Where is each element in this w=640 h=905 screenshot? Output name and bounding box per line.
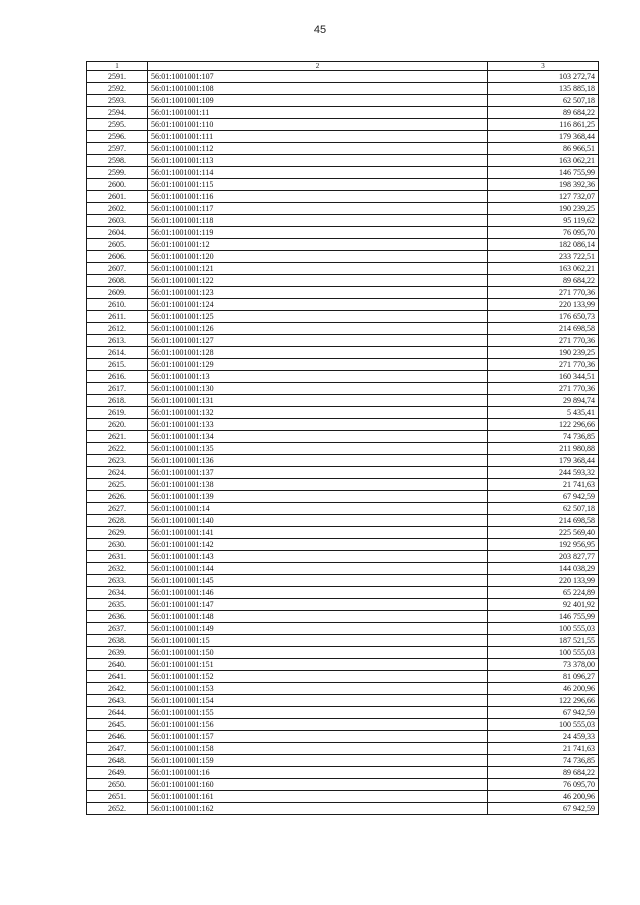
table-row [87, 179, 599, 191]
table-row [87, 575, 599, 587]
cadastral-number: 56:01:1001001:134 [148, 431, 488, 443]
row-number: 2591. [87, 71, 148, 83]
row-number: 2636. [87, 611, 148, 623]
table-row [87, 743, 599, 755]
table-row [87, 719, 599, 731]
cadastral-value: 214 698,58 [488, 323, 599, 335]
row-number: 2605. [87, 239, 148, 251]
row-number: 2618. [87, 395, 148, 407]
row-number: 2621. [87, 431, 148, 443]
table-row [87, 95, 599, 107]
cadastral-number: 56:01:1001001:111 [148, 131, 488, 143]
cadastral-value: 62 507,18 [488, 95, 599, 107]
row-number: 2616. [87, 371, 148, 383]
table-row [87, 167, 599, 179]
cadastral-value: 127 732,07 [488, 191, 599, 203]
row-number: 2628. [87, 515, 148, 527]
table-header-row [87, 62, 599, 71]
column-header-2: 2 [148, 62, 488, 71]
row-number: 2612. [87, 323, 148, 335]
row-number: 2607. [87, 263, 148, 275]
cadastral-number: 56:01:1001001:120 [148, 251, 488, 263]
row-number: 2593. [87, 95, 148, 107]
cadastral-value: 179 368,44 [488, 455, 599, 467]
row-number: 2629. [87, 527, 148, 539]
cadastral-number: 56:01:1001001:116 [148, 191, 488, 203]
cadastral-value: 74 736,85 [488, 431, 599, 443]
cadastral-number: 56:01:1001001:149 [148, 623, 488, 635]
cadastral-value: 21 741,63 [488, 479, 599, 491]
row-number: 2650. [87, 779, 148, 791]
cadastral-value: 192 956,95 [488, 539, 599, 551]
cadastral-number: 56:01:1001001:16 [148, 767, 488, 779]
row-number: 2622. [87, 443, 148, 455]
cadastral-number: 56:01:1001001:129 [148, 359, 488, 371]
table-row [87, 443, 599, 455]
row-number: 2638. [87, 635, 148, 647]
cadastral-number: 56:01:1001001:161 [148, 791, 488, 803]
cadastral-number: 56:01:1001001:156 [148, 719, 488, 731]
table-row [87, 287, 599, 299]
row-number: 2626. [87, 491, 148, 503]
table-row [87, 455, 599, 467]
row-number: 2630. [87, 539, 148, 551]
table-row [87, 551, 599, 563]
cadastral-number: 56:01:1001001:142 [148, 539, 488, 551]
column-header-3: 3 [488, 62, 599, 71]
table-row [87, 263, 599, 275]
cadastral-value: 100 555,03 [488, 647, 599, 659]
row-number: 2627. [87, 503, 148, 515]
cadastral-value: 46 200,96 [488, 791, 599, 803]
row-number: 2632. [87, 563, 148, 575]
cadastral-value: 76 095,70 [488, 779, 599, 791]
cadastral-number: 56:01:1001001:162 [148, 803, 488, 815]
table-row [87, 695, 599, 707]
cadastral-value: 122 296,66 [488, 419, 599, 431]
cadastral-value: 225 569,40 [488, 527, 599, 539]
cadastral-number: 56:01:1001001:122 [148, 275, 488, 287]
table-row [87, 671, 599, 683]
cadastral-value: 89 684,22 [488, 767, 599, 779]
table-row [87, 611, 599, 623]
table-row [87, 131, 599, 143]
cadastral-value: 211 980,88 [488, 443, 599, 455]
cadastral-value: 190 239,25 [488, 203, 599, 215]
cadastral-number: 56:01:1001001:137 [148, 467, 488, 479]
cadastral-value: 74 736,85 [488, 755, 599, 767]
row-number: 2597. [87, 143, 148, 155]
table-row [87, 527, 599, 539]
cadastral-number: 56:01:1001001:143 [148, 551, 488, 563]
cadastral-number: 56:01:1001001:126 [148, 323, 488, 335]
cadastral-number: 56:01:1001001:147 [148, 599, 488, 611]
cadastral-value: 190 239,25 [488, 347, 599, 359]
table-row [87, 647, 599, 659]
table-row [87, 275, 599, 287]
table-row [87, 539, 599, 551]
cadastral-value: 187 521,55 [488, 635, 599, 647]
row-number: 2643. [87, 695, 148, 707]
cadastral-value: 220 133,99 [488, 299, 599, 311]
cadastral-number: 56:01:1001001:127 [148, 335, 488, 347]
cadastral-value: 65 224,89 [488, 587, 599, 599]
table-row [87, 335, 599, 347]
row-number: 2640. [87, 659, 148, 671]
table-row [87, 731, 599, 743]
cadastral-value: 135 885,18 [488, 83, 599, 95]
row-number: 2609. [87, 287, 148, 299]
cadastral-number: 56:01:1001001:130 [148, 383, 488, 395]
cadastral-number: 56:01:1001001:150 [148, 647, 488, 659]
row-number: 2603. [87, 215, 148, 227]
table-row [87, 239, 599, 251]
cadastral-value: 244 593,32 [488, 467, 599, 479]
row-number: 2637. [87, 623, 148, 635]
row-number: 2646. [87, 731, 148, 743]
table-row [87, 323, 599, 335]
cadastral-number: 56:01:1001001:141 [148, 527, 488, 539]
cadastral-number: 56:01:1001001:113 [148, 155, 488, 167]
table-row [87, 227, 599, 239]
cadastral-value: 163 062,21 [488, 155, 599, 167]
table-row [87, 419, 599, 431]
table-row [87, 119, 599, 131]
cadastral-number: 56:01:1001001:114 [148, 167, 488, 179]
table-row [87, 755, 599, 767]
row-number: 2606. [87, 251, 148, 263]
row-number: 2639. [87, 647, 148, 659]
table-row [87, 383, 599, 395]
cadastral-value: 92 401,92 [488, 599, 599, 611]
cadastral-number: 56:01:1001001:124 [148, 299, 488, 311]
cadastral-number: 56:01:1001001:155 [148, 707, 488, 719]
table-row [87, 515, 599, 527]
row-number: 2624. [87, 467, 148, 479]
table-row [87, 491, 599, 503]
row-number: 2623. [87, 455, 148, 467]
row-number: 2614. [87, 347, 148, 359]
cadastral-number: 56:01:1001001:14 [148, 503, 488, 515]
cadastral-value: 146 755,99 [488, 611, 599, 623]
row-number: 2633. [87, 575, 148, 587]
column-header-1: 1 [87, 62, 148, 71]
cadastral-value: 89 684,22 [488, 107, 599, 119]
cadastral-value: 67 942,59 [488, 707, 599, 719]
cadastral-number: 56:01:1001001:153 [148, 683, 488, 695]
table-body [87, 71, 599, 815]
table-row [87, 635, 599, 647]
cadastral-value: 271 770,36 [488, 359, 599, 371]
row-number: 2595. [87, 119, 148, 131]
cadastral-value: 176 650,73 [488, 311, 599, 323]
cadastral-value: 198 392,36 [488, 179, 599, 191]
row-number: 2610. [87, 299, 148, 311]
table-row [87, 791, 599, 803]
cadastral-value: 203 827,77 [488, 551, 599, 563]
row-number: 2608. [87, 275, 148, 287]
cadastral-value: 67 942,59 [488, 803, 599, 815]
table-row [87, 143, 599, 155]
cadastral-number: 56:01:1001001:118 [148, 215, 488, 227]
row-number: 2625. [87, 479, 148, 491]
cadastral-number: 56:01:1001001:128 [148, 347, 488, 359]
cadastral-value: 100 555,03 [488, 719, 599, 731]
cadastral-value: 160 344,51 [488, 371, 599, 383]
cadastral-number: 56:01:1001001:123 [148, 287, 488, 299]
table-row [87, 767, 599, 779]
cadastral-value: 144 038,29 [488, 563, 599, 575]
table-row [87, 251, 599, 263]
cadastral-number: 56:01:1001001:146 [148, 587, 488, 599]
cadastral-number: 56:01:1001001:109 [148, 95, 488, 107]
table-row [87, 311, 599, 323]
row-number: 2631. [87, 551, 148, 563]
cadastral-value: 73 378,00 [488, 659, 599, 671]
cadastral-value: 271 770,36 [488, 287, 599, 299]
data-table-container [86, 61, 599, 815]
cadastral-value: 86 966,51 [488, 143, 599, 155]
cadastral-value: 76 095,70 [488, 227, 599, 239]
cadastral-number: 56:01:1001001:160 [148, 779, 488, 791]
table-row [87, 359, 599, 371]
cadastral-number: 56:01:1001001:157 [148, 731, 488, 743]
cadastral-number: 56:01:1001001:107 [148, 71, 488, 83]
row-number: 2642. [87, 683, 148, 695]
cadastral-number: 56:01:1001001:108 [148, 83, 488, 95]
row-number: 2651. [87, 791, 148, 803]
cadastral-number: 56:01:1001001:145 [148, 575, 488, 587]
cadastral-number: 56:01:1001001:154 [148, 695, 488, 707]
row-number: 2602. [87, 203, 148, 215]
cadastral-number: 56:01:1001001:131 [148, 395, 488, 407]
cadastral-number: 56:01:1001001:144 [148, 563, 488, 575]
row-number: 2641. [87, 671, 148, 683]
cadastral-number: 56:01:1001001:125 [148, 311, 488, 323]
page-number: 45 [313, 24, 327, 36]
cadastral-value: 5 435,41 [488, 407, 599, 419]
table-row [87, 779, 599, 791]
table-row [87, 407, 599, 419]
table-row [87, 107, 599, 119]
table-row [87, 563, 599, 575]
table-row [87, 467, 599, 479]
cadastral-number: 56:01:1001001:121 [148, 263, 488, 275]
cadastral-number: 56:01:1001001:132 [148, 407, 488, 419]
cadastral-value: 122 296,66 [488, 695, 599, 707]
cadastral-number: 56:01:1001001:115 [148, 179, 488, 191]
row-number: 2596. [87, 131, 148, 143]
table-row [87, 503, 599, 515]
cadastral-number: 56:01:1001001:11 [148, 107, 488, 119]
table-row [87, 83, 599, 95]
cadastral-number: 56:01:1001001:140 [148, 515, 488, 527]
cadastral-value: 220 133,99 [488, 575, 599, 587]
row-number: 2615. [87, 359, 148, 371]
cadastral-value: 24 459,33 [488, 731, 599, 743]
table-row [87, 431, 599, 443]
cadastral-value: 182 086,14 [488, 239, 599, 251]
cadastral-value: 29 894,74 [488, 395, 599, 407]
row-number: 2600. [87, 179, 148, 191]
table-row [87, 587, 599, 599]
cadastral-value: 46 200,96 [488, 683, 599, 695]
table-row [87, 803, 599, 815]
cadastral-value: 95 119,62 [488, 215, 599, 227]
table-row [87, 347, 599, 359]
table-row [87, 299, 599, 311]
cadastral-value: 21 741,63 [488, 743, 599, 755]
table-row [87, 191, 599, 203]
cadastral-value: 67 942,59 [488, 491, 599, 503]
cadastral-value: 116 861,25 [488, 119, 599, 131]
row-number: 2648. [87, 755, 148, 767]
row-number: 2645. [87, 719, 148, 731]
cadastral-number: 56:01:1001001:110 [148, 119, 488, 131]
cadastral-value: 271 770,36 [488, 383, 599, 395]
row-number: 2619. [87, 407, 148, 419]
cadastral-number: 56:01:1001001:138 [148, 479, 488, 491]
row-number: 2594. [87, 107, 148, 119]
cadastral-value: 163 062,21 [488, 263, 599, 275]
row-number: 2652. [87, 803, 148, 815]
cadastral-value: 100 555,03 [488, 623, 599, 635]
table-row [87, 203, 599, 215]
cadastral-number: 56:01:1001001:158 [148, 743, 488, 755]
row-number: 2620. [87, 419, 148, 431]
cadastral-value: 81 096,27 [488, 671, 599, 683]
table-row [87, 599, 599, 611]
cadastral-value: 103 272,74 [488, 71, 599, 83]
cadastral-number: 56:01:1001001:151 [148, 659, 488, 671]
row-number: 2599. [87, 167, 148, 179]
table-row [87, 395, 599, 407]
row-number: 2617. [87, 383, 148, 395]
cadastral-number: 56:01:1001001:159 [148, 755, 488, 767]
cadastral-value: 62 507,18 [488, 503, 599, 515]
cadastral-number: 56:01:1001001:152 [148, 671, 488, 683]
table-row [87, 155, 599, 167]
row-number: 2647. [87, 743, 148, 755]
cadastral-value: 233 722,51 [488, 251, 599, 263]
cadastral-number: 56:01:1001001:133 [148, 419, 488, 431]
table-row [87, 71, 599, 83]
cadastral-value: 271 770,36 [488, 335, 599, 347]
cadastral-number: 56:01:1001001:148 [148, 611, 488, 623]
table-row [87, 371, 599, 383]
table-row [87, 659, 599, 671]
cadastral-value-table [86, 61, 599, 815]
cadastral-value: 214 698,58 [488, 515, 599, 527]
cadastral-number: 56:01:1001001:13 [148, 371, 488, 383]
cadastral-number: 56:01:1001001:117 [148, 203, 488, 215]
cadastral-number: 56:01:1001001:119 [148, 227, 488, 239]
row-number: 2644. [87, 707, 148, 719]
row-number: 2613. [87, 335, 148, 347]
table-row [87, 215, 599, 227]
cadastral-number: 56:01:1001001:139 [148, 491, 488, 503]
table-row [87, 623, 599, 635]
table-row [87, 707, 599, 719]
row-number: 2604. [87, 227, 148, 239]
cadastral-number: 56:01:1001001:15 [148, 635, 488, 647]
row-number: 2649. [87, 767, 148, 779]
cadastral-value: 89 684,22 [488, 275, 599, 287]
row-number: 2634. [87, 587, 148, 599]
cadastral-number: 56:01:1001001:136 [148, 455, 488, 467]
cadastral-number: 56:01:1001001:135 [148, 443, 488, 455]
row-number: 2598. [87, 155, 148, 167]
cadastral-number: 56:01:1001001:12 [148, 239, 488, 251]
cadastral-number: 56:01:1001001:112 [148, 143, 488, 155]
row-number: 2611. [87, 311, 148, 323]
cadastral-value: 179 368,44 [488, 131, 599, 143]
table-row [87, 479, 599, 491]
cadastral-value: 146 755,99 [488, 167, 599, 179]
row-number: 2601. [87, 191, 148, 203]
table-row [87, 683, 599, 695]
row-number: 2635. [87, 599, 148, 611]
row-number: 2592. [87, 83, 148, 95]
